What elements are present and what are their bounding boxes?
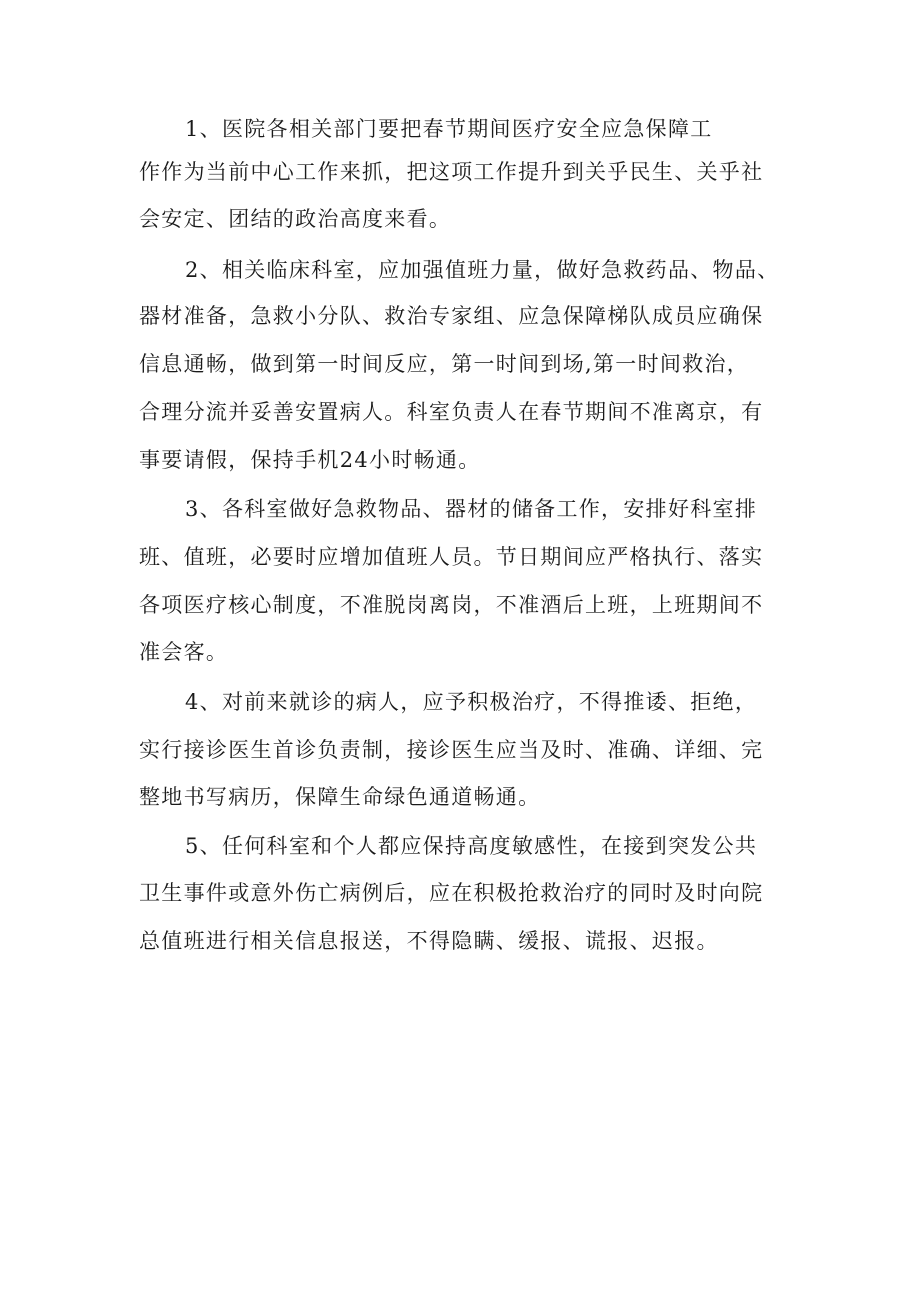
paragraph-2-line-3: 信息通畅，做到第一时间反应，第一时间到场,第一时间救治， — [139, 352, 750, 376]
paragraph-1-line-2: 作作为当前中心工作来抓，把这项工作提升到关乎民生、关乎社 — [139, 160, 764, 184]
paragraph-4-line-3: 整地书写病历，保障生命绿色通道畅通。 — [139, 785, 541, 809]
paragraph-2-line-2: 器材准备，急救小分队、救治专家组、应急保障梯队成员应确保 — [139, 304, 764, 328]
paragraph-3-line-4: 准会客。 — [139, 640, 229, 664]
paragraph-5-line-2: 卫生事件或意外伤亡病例后，应在积极抢救治疗的同时及时向院 — [139, 881, 764, 905]
paragraph-2-line-1: 2、相关临床科室，应加强值班力量，做好急救药品、物品、 — [185, 258, 780, 282]
paragraph-1-line-3: 会安定、团结的政治高度来看。 — [139, 207, 452, 231]
paragraph-2-line-5: 事要请假，保持手机24小时畅通。 — [139, 448, 481, 472]
paragraph-3-line-3: 各项医疗核心制度，不准脱岗离岗，不准酒后上班，上班期间不 — [139, 593, 764, 617]
paragraph-4-line-1: 4、对前来就诊的病人，应予积极治疗，不得推诿、拒绝， — [185, 690, 758, 714]
paragraph-2-line-4: 合理分流并妥善安置病人。科室负责人在春节期间不准离京，有 — [139, 400, 764, 424]
paragraph-5-line-3: 总值班进行相关信息报送，不得隐瞒、缓报、谎报、迟报。 — [139, 929, 719, 953]
paragraph-3-line-2: 班、值班，必要时应增加值班人员。节日期间应严格执行、落实 — [139, 545, 764, 569]
paragraph-4-line-2: 实行接诊医生首诊负责制，接诊医生应当及时、准确、详细、完 — [139, 738, 764, 762]
paragraph-3-line-1: 3、各科室做好急救物品、器材的储备工作，安排好科室排 — [185, 497, 758, 521]
paragraph-5-line-1: 5、任何科室和个人都应保持高度敏感性，在接到突发公共 — [185, 834, 758, 858]
paragraph-1-line-1: 1、医院各相关部门要把春节期间医疗安全应急保障工 — [185, 117, 713, 141]
